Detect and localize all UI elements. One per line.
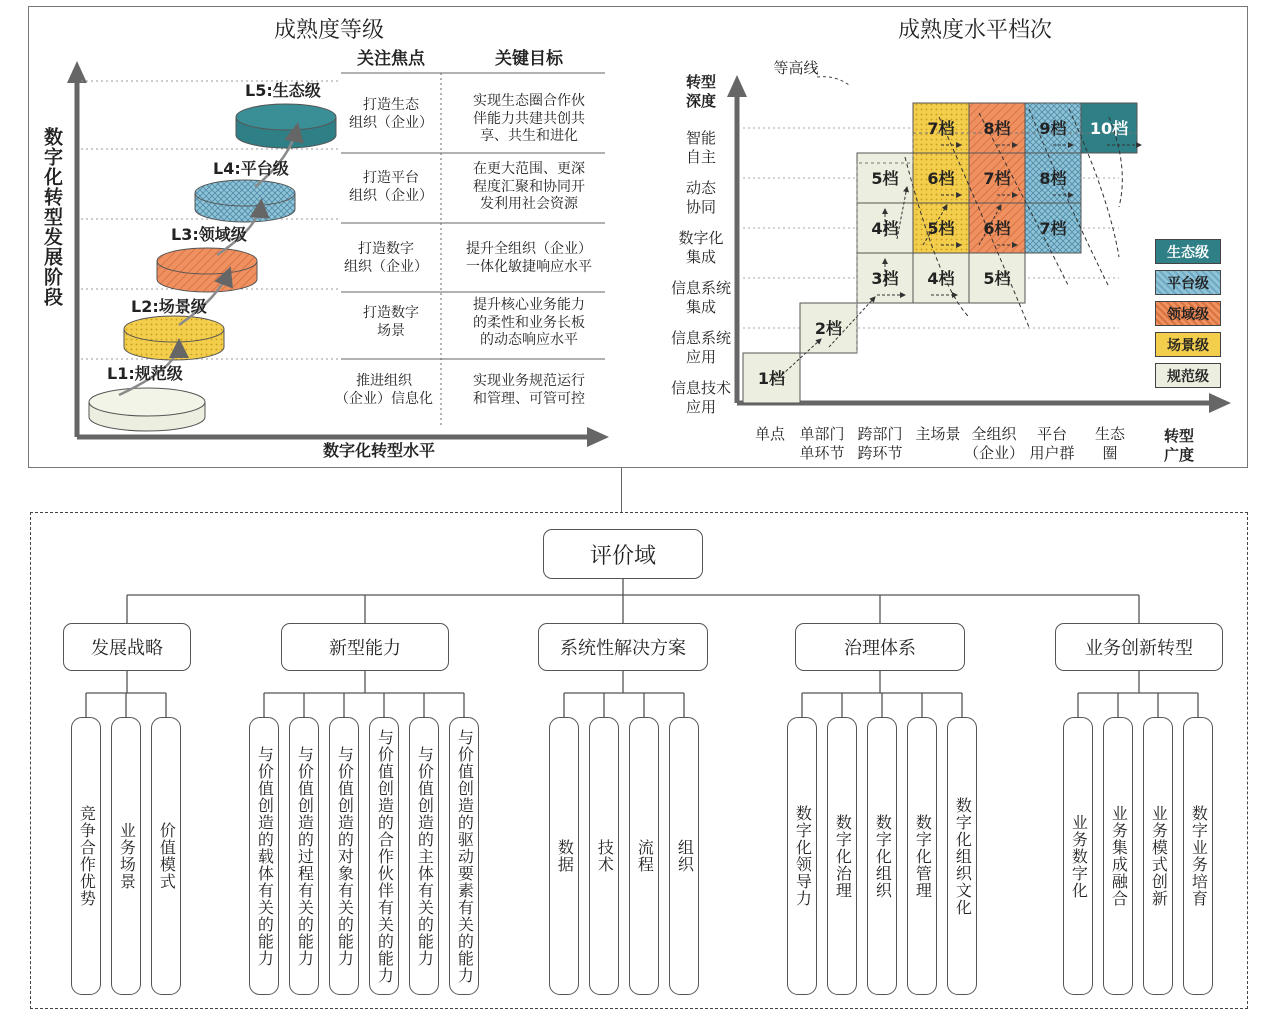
focus-column-header: 关注焦点 [357, 49, 425, 69]
breadth-label: 平台 用户群 [1029, 425, 1075, 462]
y-axis-label: 数字化转型发展阶段 [41, 127, 63, 307]
item-pill [409, 717, 439, 995]
item-pill [329, 717, 359, 995]
grade-label: 7档 [1039, 219, 1067, 238]
item-pill [589, 717, 619, 995]
cylinder-l2 [124, 316, 224, 360]
breadth-label: 跨部门 跨环节 [857, 425, 903, 462]
grade-label: 3档 [871, 269, 899, 288]
focus-cell-l5: 打造生态 组织（企业） [349, 97, 433, 131]
goal-cell-l2: 提升核心业务能力 的柔性和业务长板 的动态响应水平 [473, 297, 585, 348]
focus-cell-l1: 推进组织 （企业）信息化 [335, 373, 433, 407]
item-pill [289, 717, 319, 995]
item-label: 数字业务培育 [1189, 805, 1209, 907]
legend-standard: 规范级 [1155, 363, 1221, 388]
item-pill [629, 717, 659, 995]
item-pill [1063, 717, 1093, 995]
grade-label: 5档 [983, 269, 1011, 288]
maturity-overview-panel [28, 6, 1248, 468]
domain-box: 新型能力 [281, 623, 449, 671]
item-label: 与价值创造的过程有关的能力 [295, 745, 315, 967]
cylinder-l3 [157, 248, 257, 292]
item-label: 业务集成融合 [1109, 805, 1129, 907]
item-pill [249, 717, 279, 995]
level-label-l2: L2:场景级 [131, 297, 207, 316]
depth-axis-title: 转型 深度 [685, 73, 716, 110]
evaluation-domain-root: 评价域 [543, 529, 703, 579]
item-label: 业务模式创新 [1149, 805, 1169, 907]
item-label: 流程 [635, 839, 655, 873]
goal-column-header: 关键目标 [495, 49, 563, 69]
evaluation-domain-panel [30, 512, 1248, 1009]
item-label: 数字化领导力 [793, 805, 813, 907]
cylinder-l4 [195, 180, 295, 222]
item-label: 数字化组织文化 [953, 796, 973, 916]
cylinder-l1 [89, 388, 205, 431]
grade-label: 8档 [983, 119, 1011, 138]
focus-cell-l2: 打造数字 场景 [363, 305, 419, 339]
domain-box: 业务创新转型 [1055, 623, 1223, 671]
grade-label: 8档 [1039, 169, 1067, 188]
item-pill [449, 717, 479, 995]
breadth-axis-title: 转型 广度 [1163, 427, 1194, 464]
level-label-l5: L5:生态级 [245, 81, 321, 100]
goal-cell-l4: 在更大范围、更深 程度汇聚和协同开 发利用社会资源 [473, 161, 585, 212]
grade-label: 4档 [927, 269, 955, 288]
breadth-label: 主场景 [915, 425, 961, 443]
depth-label: 数字化 集成 [678, 229, 724, 266]
item-pill [669, 717, 699, 995]
breadth-label: 生态 圈 [1094, 425, 1125, 462]
item-pill [1143, 717, 1173, 995]
item-pill [787, 717, 817, 995]
legend-domain: 领域级 [1155, 301, 1221, 326]
item-label: 业务数字化 [1069, 813, 1089, 899]
item-label: 数据 [555, 839, 575, 873]
item-pill [369, 717, 399, 995]
item-label: 与价值创造的载体有关的能力 [255, 745, 275, 967]
breadth-label: 单部门 单环节 [799, 425, 845, 462]
item-label: 数字化治理 [833, 813, 853, 899]
grade-label: 5档 [927, 219, 955, 238]
grade-label: 1档 [757, 369, 786, 388]
depth-label: 智能 自主 [685, 129, 716, 166]
goal-cell-l3: 提升全组织（企业） 一体化敏捷响应水平 [466, 241, 592, 275]
grade-label: 6档 [927, 169, 955, 188]
breadth-label: 全组织 （企业） [963, 425, 1024, 462]
item-label: 价值模式 [157, 822, 177, 890]
depth-label: 信息系统 集成 [670, 279, 731, 316]
x-axis-label: 数字化转型水平 [322, 441, 435, 460]
item-label: 竞争合作优势 [77, 805, 97, 907]
depth-label: 动态 协同 [685, 179, 716, 216]
item-pill [827, 717, 857, 995]
item-label: 与价值创造的对象有关的能力 [335, 745, 355, 967]
item-pill [71, 717, 101, 995]
item-label: 组织 [675, 839, 695, 873]
grade-label: 7档 [927, 119, 955, 138]
item-label: 与价值创造的合作伙伴有关的能力 [375, 728, 395, 984]
grade-label: 6档 [983, 219, 1011, 238]
legend-scenario: 场景级 [1155, 332, 1221, 357]
contour-label: 等高线 [773, 59, 819, 77]
item-label: 业务场景 [117, 822, 137, 890]
depth-label: 信息系统 应用 [670, 329, 731, 366]
breadth-label: 单点 [754, 425, 785, 443]
item-label: 数字化组织 [873, 813, 893, 899]
domain-box: 发展战略 [63, 623, 191, 671]
level-label-l4: L4:平台级 [213, 159, 289, 178]
level-label-l3: L3:领域级 [171, 225, 247, 244]
focus-cell-l3: 打造数字 组织（企业） [344, 241, 428, 275]
focus-cell-l4: 打造平台 组织（企业） [349, 170, 433, 204]
item-pill [907, 717, 937, 995]
goal-cell-l5: 实现生态圈合作伙 伴能力共建共创共 享、共生和进化 [473, 93, 585, 144]
level-label-l1: L1:规范级 [107, 364, 183, 383]
domain-box: 系统性解决方案 [538, 623, 708, 671]
grade-label: 4档 [871, 219, 899, 238]
grade-label: 7档 [983, 169, 1011, 188]
legend-platform: 平台级 [1155, 270, 1221, 295]
item-pill [1103, 717, 1133, 995]
cylinder-l5 [236, 104, 336, 148]
depth-label: 信息技术 应用 [670, 379, 731, 416]
legend-ecosystem: 生态级 [1155, 239, 1221, 264]
item-pill [867, 717, 897, 995]
grade-label: 10档 [1089, 119, 1129, 138]
item-pill [549, 717, 579, 995]
grade-label: 5档 [871, 169, 899, 188]
item-pill [151, 717, 181, 995]
panel-connector [621, 468, 622, 512]
item-label: 技术 [595, 839, 615, 873]
item-label: 与价值创造的驱动要素有关的能力 [455, 728, 475, 984]
goal-cell-l1: 实现业务规范运行 和管理、可管可控 [473, 373, 585, 407]
domain-box: 治理体系 [795, 623, 965, 671]
grade-label: 2档 [814, 319, 843, 338]
item-label: 数字化管理 [913, 813, 933, 899]
item-pill [947, 717, 977, 995]
item-label: 与价值创造的主体有关的能力 [415, 745, 435, 967]
maturity-grade-title: 成熟度水平档次 [897, 18, 1052, 43]
item-pill [1183, 717, 1213, 995]
maturity-level-title: 成熟度等级 [273, 18, 384, 43]
item-pill [111, 717, 141, 995]
grade-label: 9档 [1039, 119, 1067, 138]
